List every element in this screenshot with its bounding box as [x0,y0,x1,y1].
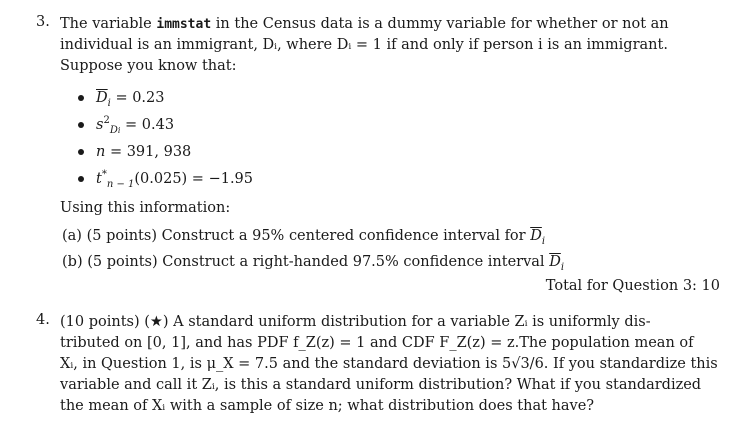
intro-text: Using this information: [60,200,231,216]
bullet-icon [78,176,84,182]
question-3-body [60,14,680,77]
part-b: (b) (5 points) Construct a right-handed 97.5% confidence interval $\overline{D}_i$ [62,254,565,273]
q3-line-1: The variable immstat in the Census data is a dummy variable for whether or not an [60,16,669,32]
q4-line-5: the mean of Xᵢ with a sample of size n; what distribution does that have? [60,398,595,414]
q4-line-1: (10 points) (★) A standard uniform distribution for a variable Zᵢ is uniformly dis- [60,314,651,330]
question-number: 4. [36,312,50,328]
q4-line-2: tributed on [0, 1], and has PDF f_Z(z) = 1 and CDF F_Z(z) = z.The population mean of [60,335,694,351]
question-3-total: Total for Question 3: 10 [545,278,720,294]
bullet-icon [78,122,84,128]
question-4-body [60,312,718,417]
part-a: (a) (5 points) Construct a 95% centered confidence interval for $\overline{D}_i$ [62,228,546,247]
document-page: 3. The variable immstat in the Census data is a dummy variable for whether or not an individual is an immigrant, Dᵢ, where Dᵢ = 1 if and only if person i is an immigrant. Suppose you know that: $\overline{D}_i = 0.23$ $s^2_{Di} = 0.43$ n = 391, 938 $t^*_{n - 1}(0.025) = -1.95$ Using this information: (a) (5 points) Construct a 95% centered confidence interval for $\overline{D}_i$ (b) (5 points) Construct a right-handed 97.5% confidence interval $\overline{D}_i$ Total for Question 3: 10 4. (10 points) (★) A standard uniform distribution for a variable Zᵢ is uniformly dis- tributed on [0, 1], and has PDF f_Z(z) = 1 and CDF F_Z(z) = z.The population mean of Xᵢ, in Question 1, is μ_X = 7.5 and the standard deviation is 5√3/6. If you standardize this variable and call it Zᵢ, is this a standard uniform distribution? What if you standardized the mean of Xᵢ with a sample of size n; what distribution does that have? [0,0,734,431]
q3-line-3: Suppose you know that: [60,58,237,74]
variable-name: immstat [156,17,212,32]
q4-line-4: variable and call it Zᵢ, is this a standard uniform distribution? What if you standardized [60,377,702,393]
bullet-icon [78,95,84,101]
q4-line-3: Xᵢ, in Question 1, is μ_X = 7.5 and the standard deviation is 5√3/6. If you standardize this [60,356,718,372]
question-number: 3. [36,14,50,30]
q3-line-2: individual is an immigrant, Dᵢ, where Dᵢ = 1 if and only if person i is an immigrant. [60,37,668,53]
bullet-icon [78,149,84,155]
